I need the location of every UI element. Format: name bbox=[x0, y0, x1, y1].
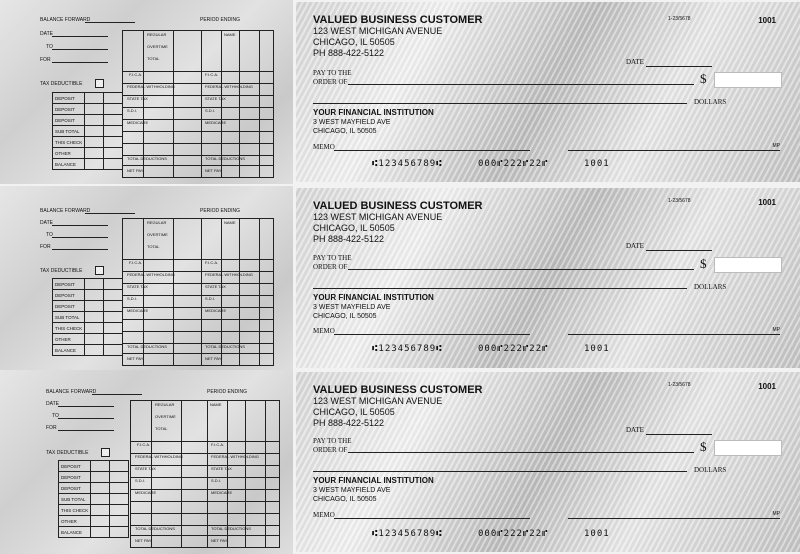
payee-line[interactable] bbox=[348, 269, 694, 270]
date-label: DATE bbox=[40, 220, 53, 226]
for-label: FOR bbox=[40, 244, 51, 250]
date-line[interactable] bbox=[646, 434, 712, 435]
payroll-grid: REGULAR OVERTIME TOTAL NAME F.I.C.A. FEDERAL WITHHOLDING STATE TAX S.D.I. MEDICARE TOTAL DEDUCTIONS NET PAY F.I.C.A. FEDERAL WITHHOLDING STATE TAX S.D.I. MEDICARE TOTAL DEDUCTIONS NET PAY bbox=[122, 218, 274, 366]
date-label: DATE bbox=[626, 426, 644, 434]
micr-account: 000⑈222⑈22⑈ bbox=[478, 159, 549, 169]
for-label: FOR bbox=[46, 425, 57, 431]
ledger-table: DEPOSIT DEPOSIT DEPOSIT SUB TOTAL THIS CHECK OTHER BALANCE bbox=[52, 278, 123, 356]
micr-check-number: 1001 bbox=[584, 159, 610, 169]
micr-routing: ⑆123456789⑆ bbox=[372, 529, 443, 539]
to-label: TO bbox=[52, 413, 59, 419]
payee-line[interactable] bbox=[348, 452, 694, 453]
signature-line[interactable] bbox=[568, 518, 780, 519]
routing-fraction: 1-23/5678 bbox=[668, 16, 691, 22]
check-number: 1001 bbox=[758, 16, 776, 25]
check-number: 1001 bbox=[758, 382, 776, 391]
tax-deductible-label: TAX DEDUCTIBLE bbox=[46, 450, 89, 456]
routing-fraction: 1-23/5678 bbox=[668, 198, 691, 204]
ledger-table: DEPOSIT DEPOSIT DEPOSIT SUB TOTAL THIS CHECK OTHER BALANCE bbox=[58, 460, 129, 538]
period-ending-label: PERIOD ENDING bbox=[207, 389, 248, 395]
tax-deductible-checkbox[interactable] bbox=[95, 79, 104, 88]
date-label: DATE bbox=[626, 242, 644, 250]
memo-label: MEMO bbox=[313, 511, 335, 519]
company-address: 123 WEST MICHIGAN AVENUE CHICAGO, IL 50505 PH 888-422-5122 bbox=[313, 26, 443, 58]
micr-routing: ⑆123456789⑆ bbox=[372, 344, 443, 354]
check-stub bbox=[0, 370, 293, 554]
written-amount-line[interactable] bbox=[313, 471, 687, 472]
company-address: 123 WEST MICHIGAN AVENUE CHICAGO, IL 50505 PH 888-422-5122 bbox=[313, 212, 443, 244]
micr-check-number: 1001 bbox=[584, 344, 610, 354]
mp-label: MP bbox=[772, 143, 780, 149]
dollars-label: DOLLARS bbox=[694, 466, 727, 474]
dollar-sign: $ bbox=[700, 256, 707, 271]
for-label: FOR bbox=[40, 57, 51, 63]
check bbox=[296, 372, 800, 552]
period-ending-label: PERIOD ENDING bbox=[200, 17, 241, 23]
dollars-label: DOLLARS bbox=[694, 283, 727, 291]
company-address: 123 WEST MICHIGAN AVENUE CHICAGO, IL 50505 PH 888-422-5122 bbox=[313, 396, 443, 428]
amount-field[interactable] bbox=[714, 440, 782, 456]
mp-label: MP bbox=[772, 327, 780, 333]
memo-line[interactable] bbox=[334, 150, 530, 151]
tax-deductible-checkbox[interactable] bbox=[95, 266, 104, 275]
check-number: 1001 bbox=[758, 198, 776, 207]
mp-label: MP bbox=[772, 511, 780, 517]
ledger-table: DEPOSIT DEPOSIT DEPOSIT SUB TOTAL THIS CHECK OTHER BALANCE bbox=[52, 92, 123, 170]
memo-label: MEMO bbox=[313, 143, 335, 151]
micr-account: 000⑈222⑈22⑈ bbox=[478, 344, 549, 354]
company-name: VALUED BUSINESS CUSTOMER bbox=[313, 14, 483, 26]
company-name: VALUED BUSINESS CUSTOMER bbox=[313, 200, 483, 212]
bank-name: YOUR FINANCIAL INSTITUTION bbox=[313, 108, 434, 117]
period-ending-label: PERIOD ENDING bbox=[200, 208, 241, 214]
micr-check-number: 1001 bbox=[584, 529, 610, 539]
amount-field[interactable] bbox=[714, 72, 782, 88]
signature-line[interactable] bbox=[568, 334, 780, 335]
tax-deductible-checkbox[interactable] bbox=[101, 448, 110, 457]
dollars-label: DOLLARS bbox=[694, 98, 727, 106]
memo-line[interactable] bbox=[334, 518, 530, 519]
bank-name: YOUR FINANCIAL INSTITUTION bbox=[313, 476, 434, 485]
pay-to-label: PAY TO THE bbox=[313, 437, 352, 445]
check-stub bbox=[0, 186, 293, 370]
balance-forward-label: BALANCE FORWARD bbox=[46, 389, 97, 395]
dollar-sign: $ bbox=[700, 71, 707, 86]
balance-forward-label: BALANCE FORWARD bbox=[40, 17, 91, 23]
date-line[interactable] bbox=[646, 250, 712, 251]
written-amount-line[interactable] bbox=[313, 103, 687, 104]
tax-deductible-label: TAX DEDUCTIBLE bbox=[40, 81, 83, 87]
date-label: DATE bbox=[46, 401, 59, 407]
bank-name: YOUR FINANCIAL INSTITUTION bbox=[313, 293, 434, 302]
written-amount-line[interactable] bbox=[313, 288, 687, 289]
pay-to-label: PAY TO THE bbox=[313, 69, 352, 77]
order-of-label: ORDER OF bbox=[313, 446, 348, 454]
micr-account: 000⑈222⑈22⑈ bbox=[478, 529, 549, 539]
company-name: VALUED BUSINESS CUSTOMER bbox=[313, 384, 483, 396]
payee-line[interactable] bbox=[348, 84, 694, 85]
check bbox=[296, 2, 800, 182]
micr-routing: ⑆123456789⑆ bbox=[372, 159, 443, 169]
date-label: DATE bbox=[40, 31, 53, 37]
date-line[interactable] bbox=[646, 66, 712, 67]
routing-fraction: 1-23/5678 bbox=[668, 382, 691, 388]
date-label: DATE bbox=[626, 58, 644, 66]
order-of-label: ORDER OF bbox=[313, 263, 348, 271]
pay-to-label: PAY TO THE bbox=[313, 254, 352, 262]
check-stub bbox=[0, 0, 293, 184]
signature-line[interactable] bbox=[568, 150, 780, 151]
order-of-label: ORDER OF bbox=[313, 78, 348, 86]
dollar-sign: $ bbox=[700, 439, 707, 454]
bank-address: 3 WEST MAYFIELD AVE CHICAGO, IL 50505 bbox=[313, 119, 391, 135]
balance-forward-label: BALANCE FORWARD bbox=[40, 208, 91, 214]
memo-label: MEMO bbox=[313, 327, 335, 335]
check bbox=[296, 188, 800, 368]
amount-field[interactable] bbox=[714, 257, 782, 273]
tax-deductible-label: TAX DEDUCTIBLE bbox=[40, 268, 83, 274]
memo-line[interactable] bbox=[334, 334, 530, 335]
to-label: TO bbox=[46, 232, 53, 238]
payroll-grid: REGULAR OVERTIME TOTAL NAME F.I.C.A. FEDERAL WITHHOLDING STATE TAX S.D.I. MEDICARE TOTAL DEDUCTIONS NET PAY F.I.C.A. FEDERAL WITHHOLDING STATE TAX S.D.I. MEDICARE TOTAL DEDUCTIONS NET PAY bbox=[122, 30, 274, 178]
bank-address: 3 WEST MAYFIELD AVE CHICAGO, IL 50505 bbox=[313, 487, 391, 503]
payroll-grid: REGULAR OVERTIME TOTAL NAME F.I.C.A. FEDERAL WITHHOLDING STATE TAX S.D.I. MEDICARE TOTAL DEDUCTIONS NET PAY F.I.C.A. FEDERAL WITHHOLDING STATE TAX S.D.I. MEDICARE TOTAL DEDUCTIONS NET PAY bbox=[130, 400, 280, 548]
to-label: TO bbox=[46, 44, 53, 50]
bank-address: 3 WEST MAYFIELD AVE CHICAGO, IL 50505 bbox=[313, 304, 391, 320]
